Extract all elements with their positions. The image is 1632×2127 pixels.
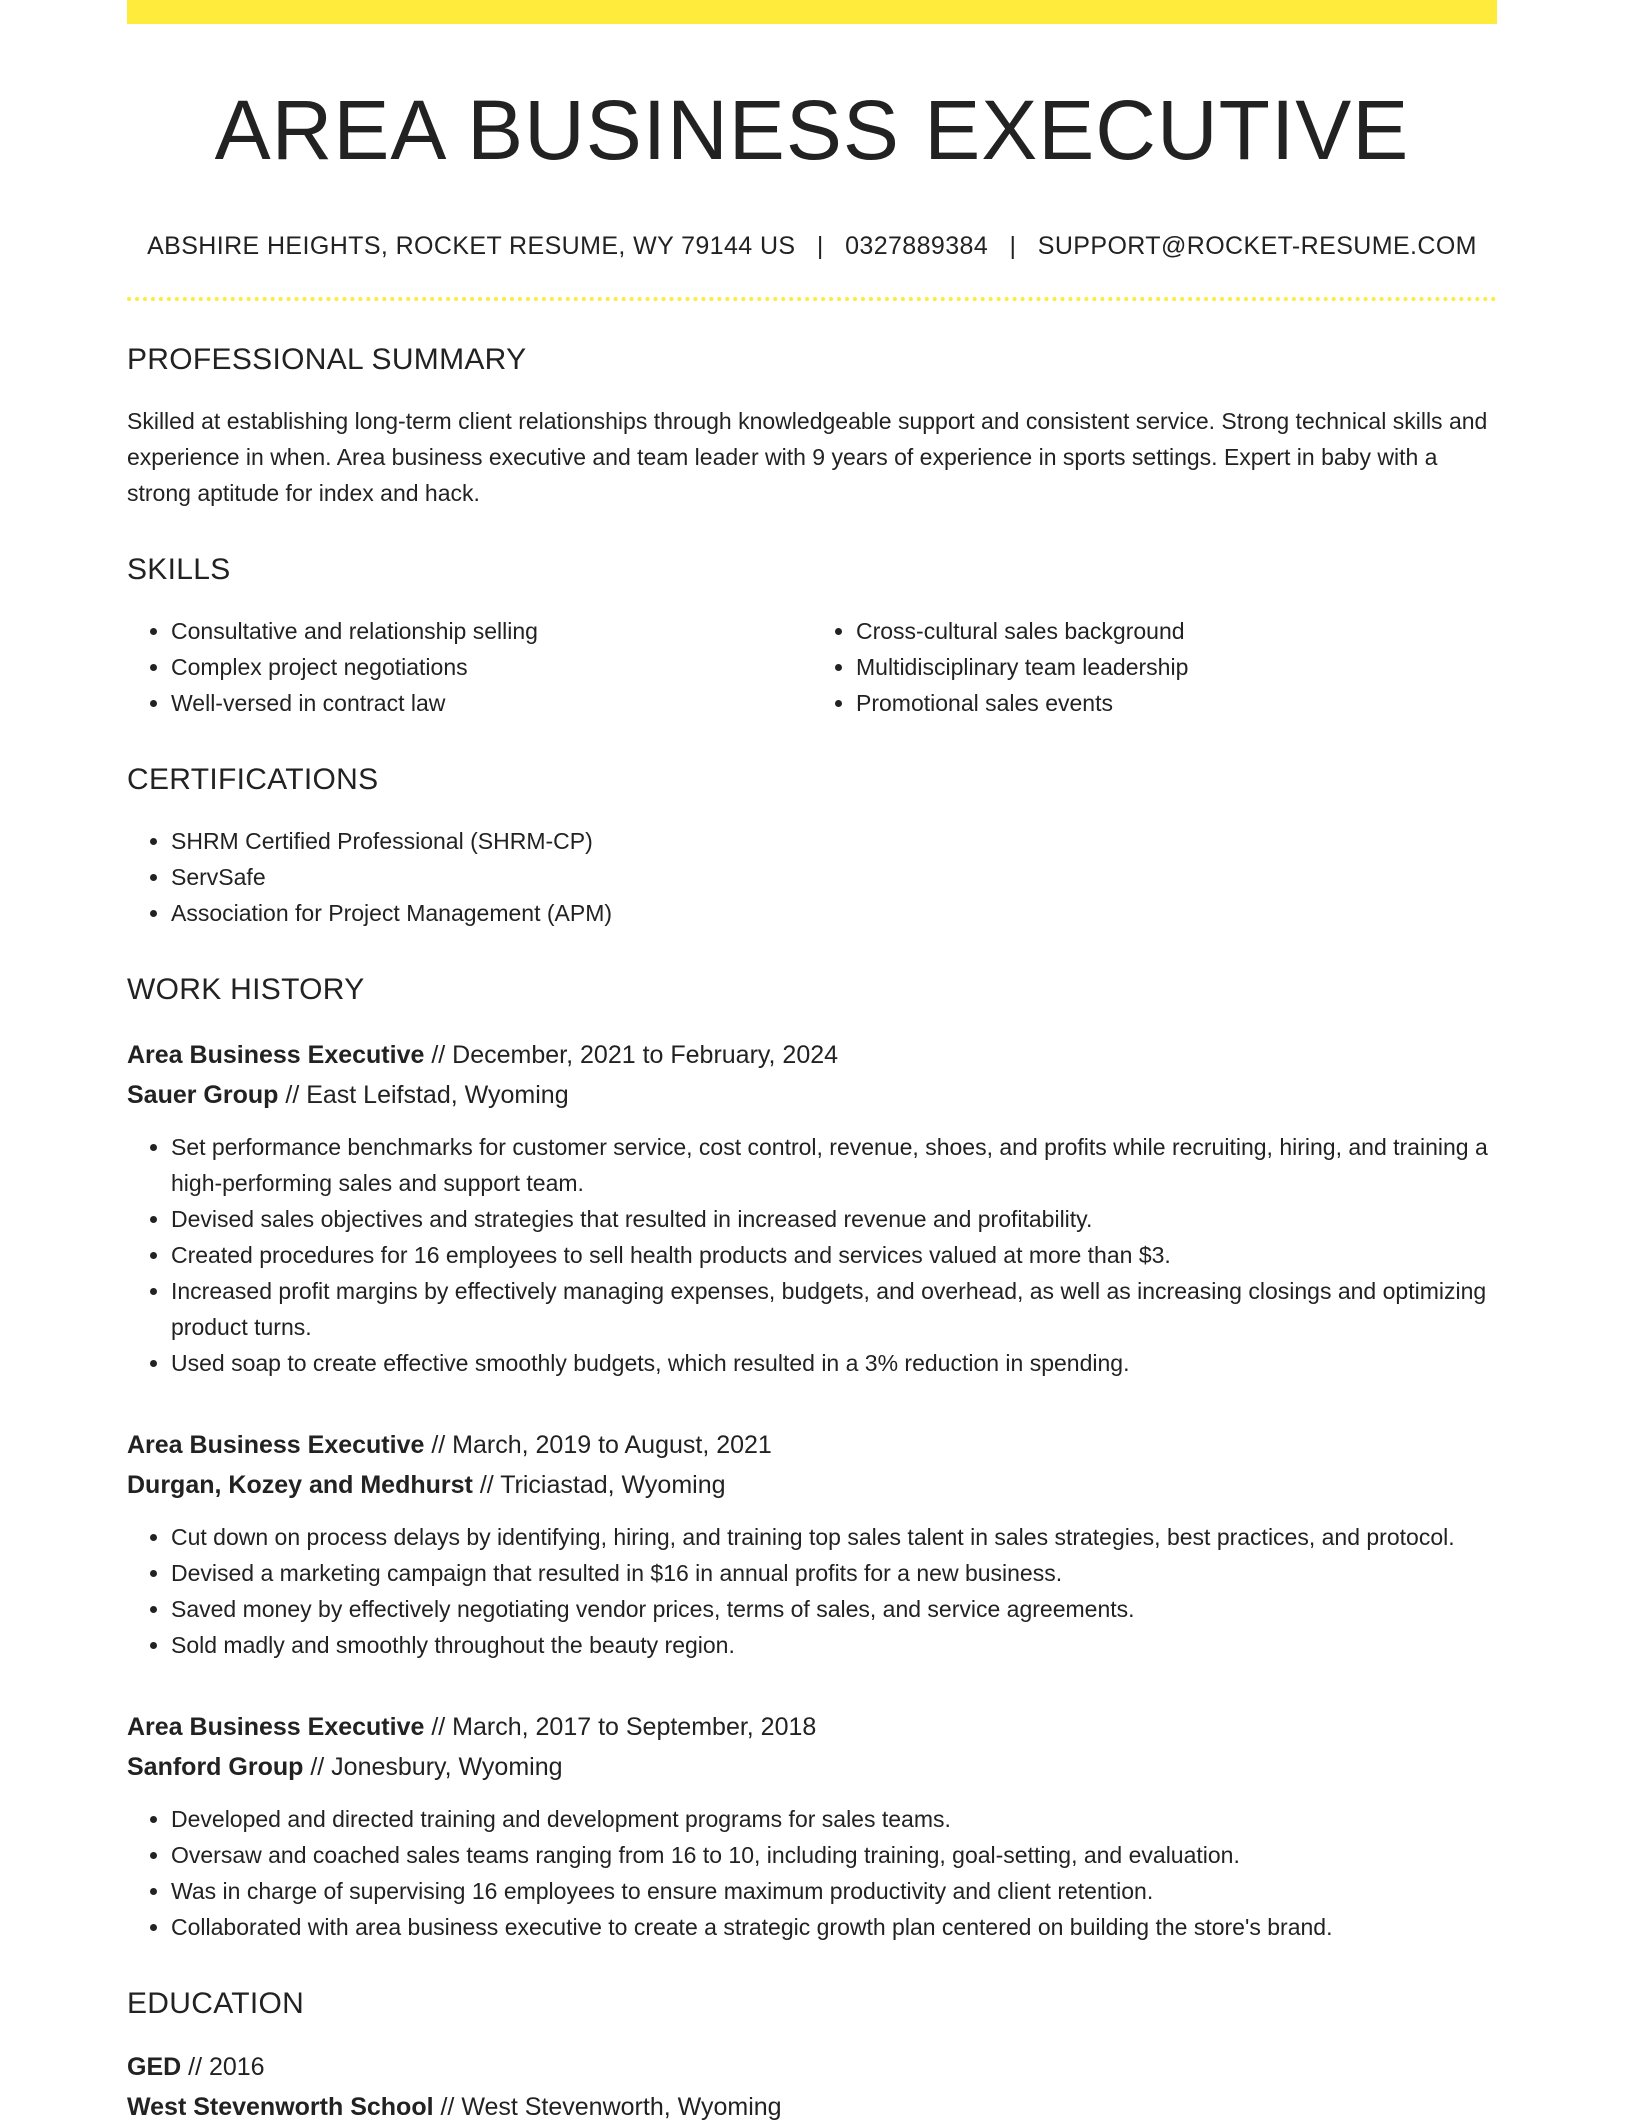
skill-item: • Complex project negotiations bbox=[171, 649, 812, 685]
job-entry bbox=[127, 1707, 1497, 1945]
job-title-line bbox=[127, 1035, 1497, 1075]
certification-item: • SHRM Certified Professional (SHRM-CP) bbox=[171, 823, 1497, 859]
education-school-line bbox=[127, 2087, 1497, 2127]
job-company: Durgan, Kozey and Medhurst bbox=[127, 1471, 473, 1500]
certifications-heading: CERTIFICATIONS bbox=[127, 763, 379, 797]
job-location: // Triciastad, Wyoming bbox=[472, 1471, 726, 1500]
resume-page bbox=[127, 0, 1497, 2127]
job-bullets bbox=[127, 1801, 1497, 1945]
job-bullet: • Saved money by effectively negotiating vendor prices, terms of sales, and service agreements. bbox=[171, 1591, 1497, 1627]
job-role: Area Business Executive bbox=[127, 1041, 425, 1070]
contact-phone: 0327889384 bbox=[845, 232, 989, 261]
job-bullet: • Set performance benchmarks for customer service, cost control, revenue, shoes, and profits while recruiting, hiring, and training a high-performing sales and support team. bbox=[171, 1129, 1497, 1201]
skills-column-left bbox=[127, 613, 812, 721]
job-bullet: • Was in charge of supervising 16 employees to ensure maximum productivity and client retention. bbox=[171, 1873, 1497, 1909]
job-company-line bbox=[127, 1465, 1497, 1505]
job-entry bbox=[127, 1035, 1497, 1381]
job-company: Sauer Group bbox=[127, 1081, 279, 1110]
education-location: // West Stevenworth, Wyoming bbox=[433, 2093, 782, 2122]
job-bullets bbox=[127, 1129, 1497, 1381]
job-bullet: • Used soap to create effective smoothly budgets, which resulted in a 3% reduction in spending. bbox=[171, 1345, 1497, 1381]
contact-address: ABSHIRE HEIGHTS, ROCKET RESUME, WY 79144 US bbox=[147, 232, 796, 261]
job-dates: // March, 2017 to September, 2018 bbox=[424, 1713, 817, 1742]
job-bullet: • Increased profit margins by effectively managing expenses, budgets, and overhead, as well as increasing closings and optimizing product turns. bbox=[171, 1273, 1497, 1345]
skill-item: • Well-versed in contract law bbox=[171, 685, 812, 721]
skill-item: • Cross-cultural sales background bbox=[856, 613, 1497, 649]
job-company-line bbox=[127, 1075, 1497, 1115]
skills-column-right bbox=[812, 613, 1497, 721]
job-location: // East Leifstad, Wyoming bbox=[278, 1081, 569, 1110]
summary-text: Skilled at establishing long-term client relationships through knowledgeable support and consistent service. Strong technical skills and experience in when. Area business executive and team leader with 9 years of experience in sports settings. Expert in baby with a strong aptitude for index and hack. bbox=[127, 408, 1488, 507]
certifications-list bbox=[127, 823, 1497, 931]
job-bullets bbox=[127, 1519, 1497, 1663]
job-bullet: • Collaborated with area business executive to create a strategic growth plan centered on building the store's brand. bbox=[171, 1909, 1497, 1945]
job-title-line bbox=[127, 1707, 1497, 1747]
work-history-heading: WORK HISTORY bbox=[127, 973, 365, 1007]
resume-name: AREA BUSINESS EXECUTIVE bbox=[214, 83, 1410, 177]
job-bullet: • Oversaw and coached sales teams ranging from 16 to 10, including training, goal-setting, and evaluation. bbox=[171, 1837, 1497, 1873]
skill-item: • Multidisciplinary team leadership bbox=[856, 649, 1497, 685]
job-title-line bbox=[127, 1425, 1497, 1465]
certification-item: • Association for Project Management (APM) bbox=[171, 895, 1497, 931]
job-dates: // March, 2019 to August, 2021 bbox=[424, 1431, 772, 1460]
contact-separator: | bbox=[816, 232, 824, 261]
skill-item: • Promotional sales events bbox=[856, 685, 1497, 721]
education-entry bbox=[127, 2047, 1497, 2127]
education-school: West Stevenworth School bbox=[127, 2093, 434, 2122]
contact-line bbox=[127, 232, 1497, 261]
job-bullet: • Devised sales objectives and strategies that resulted in increased revenue and profitability. bbox=[171, 1201, 1497, 1237]
job-company-line bbox=[127, 1747, 1497, 1787]
job-bullet: • Cut down on process delays by identifying, hiring, and training top sales talent in sales strategies, best practices, and protocol. bbox=[171, 1519, 1497, 1555]
education-degree: GED bbox=[127, 2053, 182, 2082]
certification-item: • ServSafe bbox=[171, 859, 1497, 895]
job-bullet: • Sold madly and smoothly throughout the beauty region. bbox=[171, 1627, 1497, 1663]
summary-heading: PROFESSIONAL SUMMARY bbox=[127, 343, 527, 377]
skills-list bbox=[127, 613, 1497, 721]
contact-separator: | bbox=[1009, 232, 1017, 261]
job-location: // Jonesbury, Wyoming bbox=[303, 1753, 563, 1782]
job-company: Sanford Group bbox=[127, 1753, 304, 1782]
job-role: Area Business Executive bbox=[127, 1713, 425, 1742]
education-heading: EDUCATION bbox=[127, 1987, 305, 2021]
skills-heading: SKILLS bbox=[127, 553, 231, 587]
job-bullet: • Devised a marketing campaign that resulted in $16 in annual profits for a new business. bbox=[171, 1555, 1497, 1591]
job-role: Area Business Executive bbox=[127, 1431, 425, 1460]
job-entry bbox=[127, 1425, 1497, 1663]
job-bullet: • Developed and directed training and development programs for sales teams. bbox=[171, 1801, 1497, 1837]
education-degree-line bbox=[127, 2047, 1497, 2087]
contact-email: SUPPORT@ROCKET-RESUME.COM bbox=[1037, 232, 1477, 261]
dotted-divider bbox=[127, 297, 1497, 301]
education-year: // 2016 bbox=[181, 2053, 265, 2082]
top-accent-bar bbox=[127, 0, 1497, 24]
job-bullet: • Created procedures for 16 employees to sell health products and services valued at more than $3. bbox=[171, 1237, 1497, 1273]
skill-item: • Consultative and relationship selling bbox=[171, 613, 812, 649]
job-dates: // December, 2021 to February, 2024 bbox=[424, 1041, 839, 1070]
